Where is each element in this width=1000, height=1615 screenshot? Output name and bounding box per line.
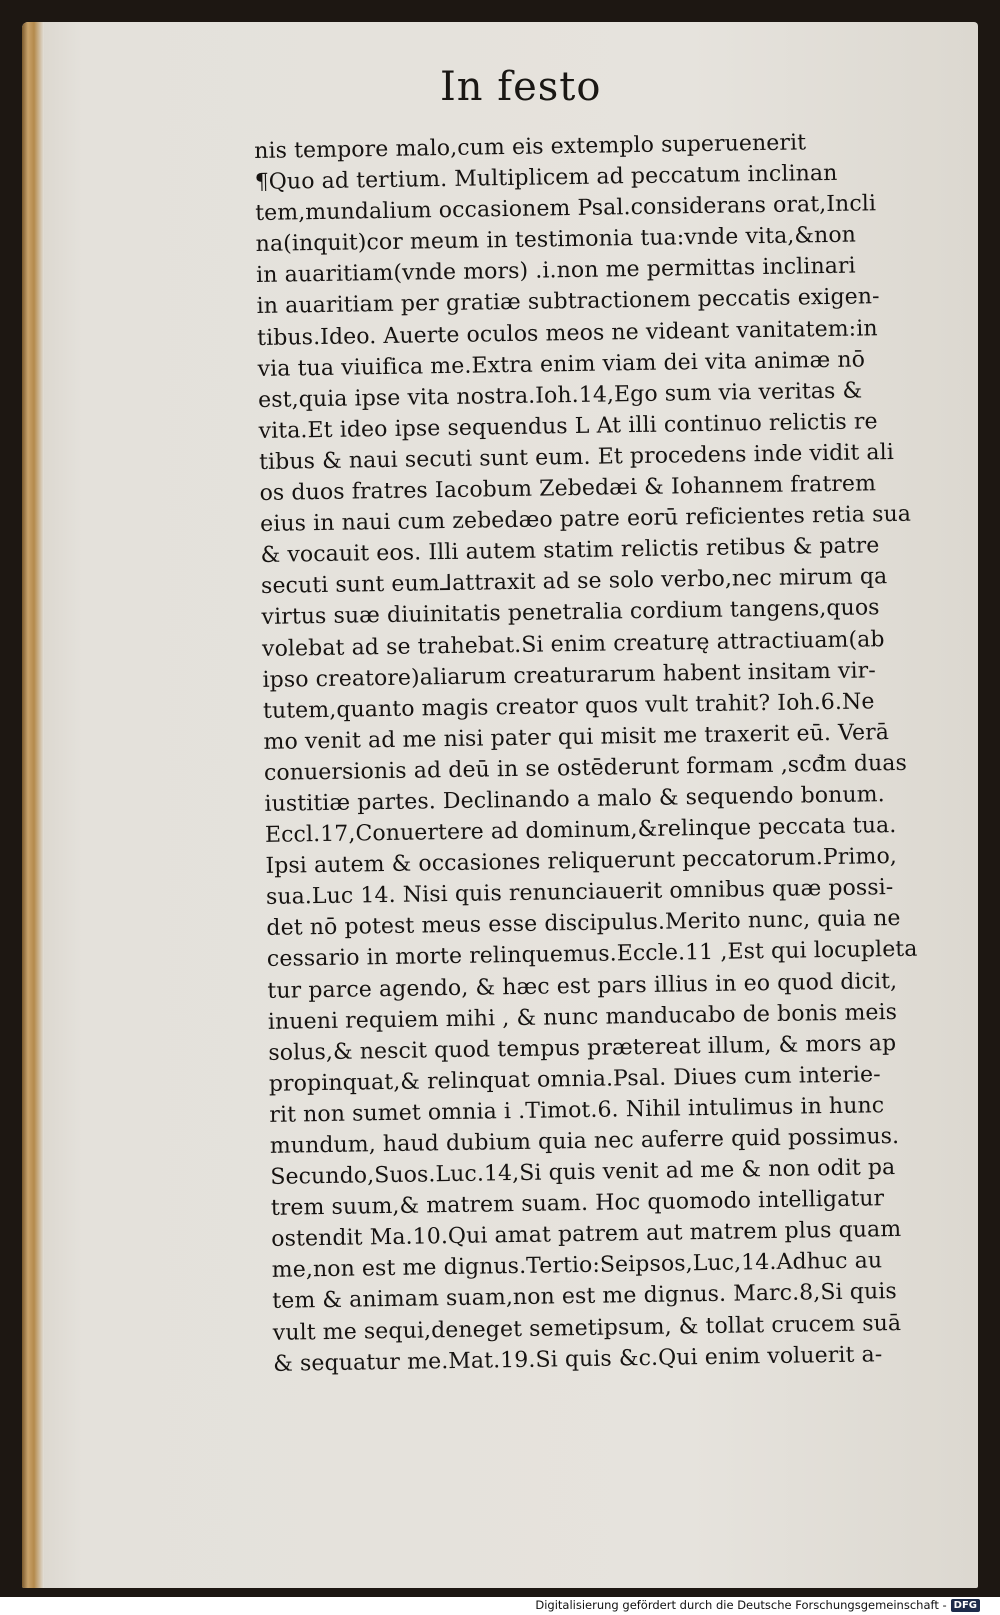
text-line: propinquat,& relinquat omnia.Psal. Diues cum interie- — [268, 1062, 881, 1097]
text-line: vita.Et ideo ipse sequendus L At illi continuo relictis re — [258, 409, 878, 444]
text-line: tibus & naui secuti sunt eum. Et procedens inde vidit ali — [258, 439, 895, 475]
dfg-logo-icon: DFG — [951, 1599, 980, 1612]
text-line: det nō potest meus esse discipulus.Merito nunc, quia ne — [266, 906, 901, 942]
text-line: ipso creatore)aliarum creaturarum habent insitam vir- — [262, 657, 876, 693]
digitization-credit-footer — [535, 1597, 980, 1613]
text-line: tutem,quanto magis creator quos vult trahit? Ioh.6.Ne — [262, 689, 875, 724]
text-line: trem suum,& matrem suam. Hoc quomodo intelligatur — [270, 1186, 885, 1222]
text-line: in auaritiam per gratiæ subtractionem peccatis exigen- — [256, 284, 880, 320]
text-line: solus,& nescit quod tempus prætereat illum, & mors ap — [268, 1030, 897, 1066]
text-line: Secundo,Suos.Luc.14,Si quis venit ad me & non odit pa — [270, 1155, 896, 1190]
text-line: tem & animam suam,non est me dignus. Marc.8,Si quis — [272, 1279, 897, 1315]
footer-credit-text: Digitalisierung gefördert durch die Deutsche Forschungsgemeinschaft - — [535, 1598, 947, 1612]
text-line: inueni requiem mihi , & nunc manducabo de bonis meis — [267, 999, 898, 1035]
text-line: ¶Quo ad tertium. Multiplicem ad peccatum inclinan — [254, 160, 838, 196]
text-line: volebat ad se trahebat.Si enim creaturę attractiuam(ab — [261, 626, 885, 662]
text-line: cessario in morte relinquemus.Eccle.11 ,Est qui locupleta — [266, 937, 918, 973]
page-body-text — [254, 125, 978, 1380]
text-line: Ipsi autem & occasiones reliquerunt peccatorum.Primo, — [265, 844, 898, 880]
text-line: os duos fratres Iacobum Zebedæi & Iohannem fratrem — [259, 471, 877, 506]
running-head: In festo — [440, 64, 602, 110]
text-line: tibus.Ideo. Auerte oculos meos ne videant vanitatem:in — [256, 315, 878, 351]
text-line: tem,mundalium occasionem Psal.considerans orat,Incli — [255, 191, 877, 227]
text-line: mo venit ad me nisi pater qui misit me traxerit eū. Verā — [263, 719, 890, 755]
text-line: Eccl.17,Conuertere ad dominum,&relinque peccata tua. — [264, 813, 897, 848]
book-page — [22, 22, 978, 1588]
text-line: secuti sunt eum⅃attraxit ad se solo verbo,nec mirum qa — [260, 564, 888, 600]
text-line: na(inquit)cor meum in testimonia tua:vnde vita,&non — [255, 222, 857, 258]
text-line: vult me sequi,deneget semetipsum, & tollat crucem suā — [272, 1310, 902, 1346]
text-line: sua.Luc 14. Nisi quis renunciauerit omnibus quæ possi- — [265, 875, 894, 911]
text-line: est,quia ipse vita nostra.Ioh.14,Ego sum via veritas & — [257, 378, 863, 413]
text-line: & vocauit eos. Illi autem statim relictis retibus & patre — [260, 533, 880, 569]
text-line: virtus suæ diuinitatis penetralia cordium tangens,quos — [261, 595, 880, 631]
book-spine — [22, 22, 44, 1588]
text-line: rit non sumet omnia i .Timot.6. Nihil intulimus in hunc — [269, 1093, 885, 1128]
text-line: nis tempore malo,cum eis extemplo superuenerit — [254, 130, 807, 164]
text-line: me,non est me dignus.Tertio:Seipsos,Luc,14.Adhuc au — [271, 1248, 883, 1284]
text-line: eius in naui cum zebedæo patre eorū reficientes retia sua — [259, 501, 912, 538]
text-line: iustitiæ partes. Declinando a malo & sequendo bonum. — [264, 782, 885, 817]
text-line: in auaritiam(vnde mors) .i.non me permittas inclinari — [256, 253, 856, 289]
text-line: conuersionis ad deū in se ostēderunt formam ,scđm duas — [263, 750, 908, 786]
text-line: & sequatur me.Mat.19.Si quis &c.Qui enim voluerit a- — [273, 1341, 883, 1377]
text-line: ostendit Ma.10.Qui amat patrem aut matrem plus quam — [271, 1217, 902, 1253]
text-line: mundum, haud dubium quia nec auferre quid possimus. — [269, 1123, 900, 1159]
text-line: tur parce agendo, & hæc est pars illius in eo quod dicit, — [267, 968, 898, 1004]
text-line: via tua viuifica me.Extra enim viam dei vita animæ nō — [257, 347, 866, 382]
